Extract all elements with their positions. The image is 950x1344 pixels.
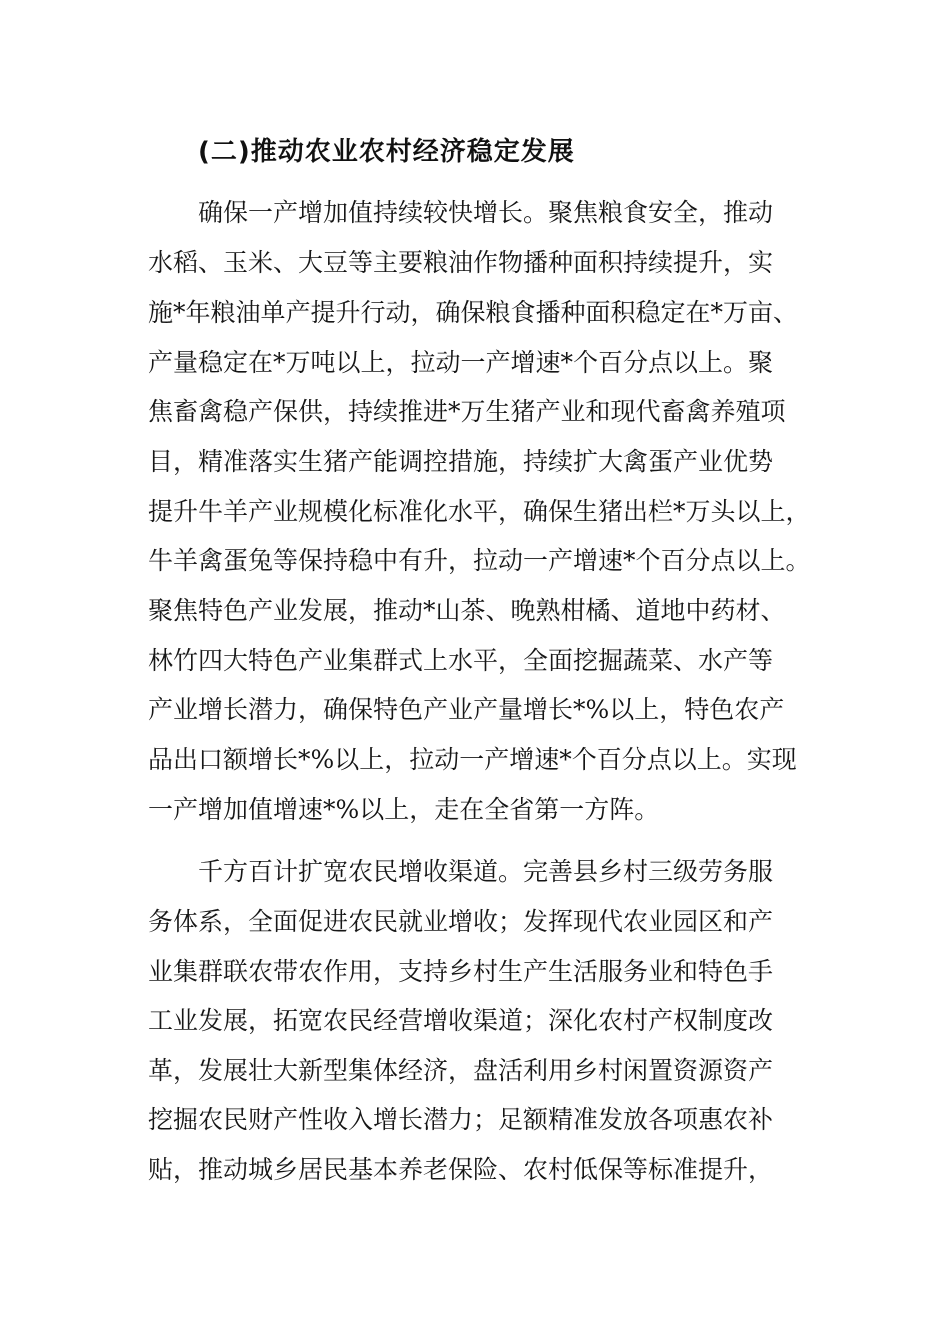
paragraph-2-line: 工业发展，拓宽农民经营增收渠道；深化农村产权制度改 (148, 1006, 774, 1035)
paragraph-2-line: 千方百计扩宽农民增收渠道。完善县乡村三级劳务服 (198, 857, 774, 886)
paragraph-1-line: 焦畜禽稳产保供，持续推进*万生猪产业和现代畜禽养殖项 (148, 397, 786, 426)
paragraph-1-line: 产量稳定在*万吨以上，拉动一产增速*个百分点以上。聚 (148, 348, 774, 377)
paragraph-1-line: 牛羊禽蛋兔等保持稳中有升，拉动一产增速*个百分点以上。 (148, 546, 811, 575)
paragraph-2-line: 业集群联农带农作用，支持乡村生产生活服务业和特色手 (148, 957, 774, 986)
paragraph-2-line: 贴，推动城乡居民基本养老保险、农村低保等标准提升， (148, 1155, 774, 1184)
paragraph-1-line: 目，精准落实生猪产能调控措施，持续扩大禽蛋产业优势 (148, 447, 774, 476)
paragraph-1-line: 品出口额增长*%以上，拉动一产增速*个百分点以上。实现 (148, 745, 797, 774)
paragraph-1-line: 确保一产增加值持续较快增长。聚焦粮食安全，推动 (198, 198, 774, 227)
paragraph-1-line: 一产增加值增速*%以上，走在全省第一方阵。 (148, 795, 660, 824)
paragraph-2-line: 革，发展壮大新型集体经济，盘活利用乡村闲置资源资产 (148, 1056, 774, 1085)
section-heading: (二)推动农业农村经济稳定发展 (198, 137, 575, 167)
paragraph-1-line: 聚焦特色产业发展，推动*山茶、晚熟柑橘、道地中药材、 (148, 596, 786, 625)
paragraph-1-line: 林竹四大特色产业集群式上水平，全面挖掘蔬菜、水产等 (148, 646, 774, 675)
paragraph-2-line: 挖掘农民财产性收入增长潜力；足额精准发放各项惠农补 (148, 1105, 774, 1134)
paragraph-1-line: 提升牛羊产业规模化标准化水平，确保生猪出栏*万头以上， (148, 497, 811, 526)
paragraph-1-line: 水稻、玉米、大豆等主要粮油作物播种面积持续提升，实 (148, 248, 774, 277)
paragraph-1-line: 施*年粮油单产提升行动，确保粮食播种面积稳定在*万亩、 (148, 298, 799, 327)
paragraph-2-line: 务体系，全面促进农民就业增收；发挥现代农业园区和产 (148, 907, 774, 936)
paragraph-1-line: 产业增长潜力，确保特色产业产量增长*%以上，特色农产 (148, 695, 785, 724)
